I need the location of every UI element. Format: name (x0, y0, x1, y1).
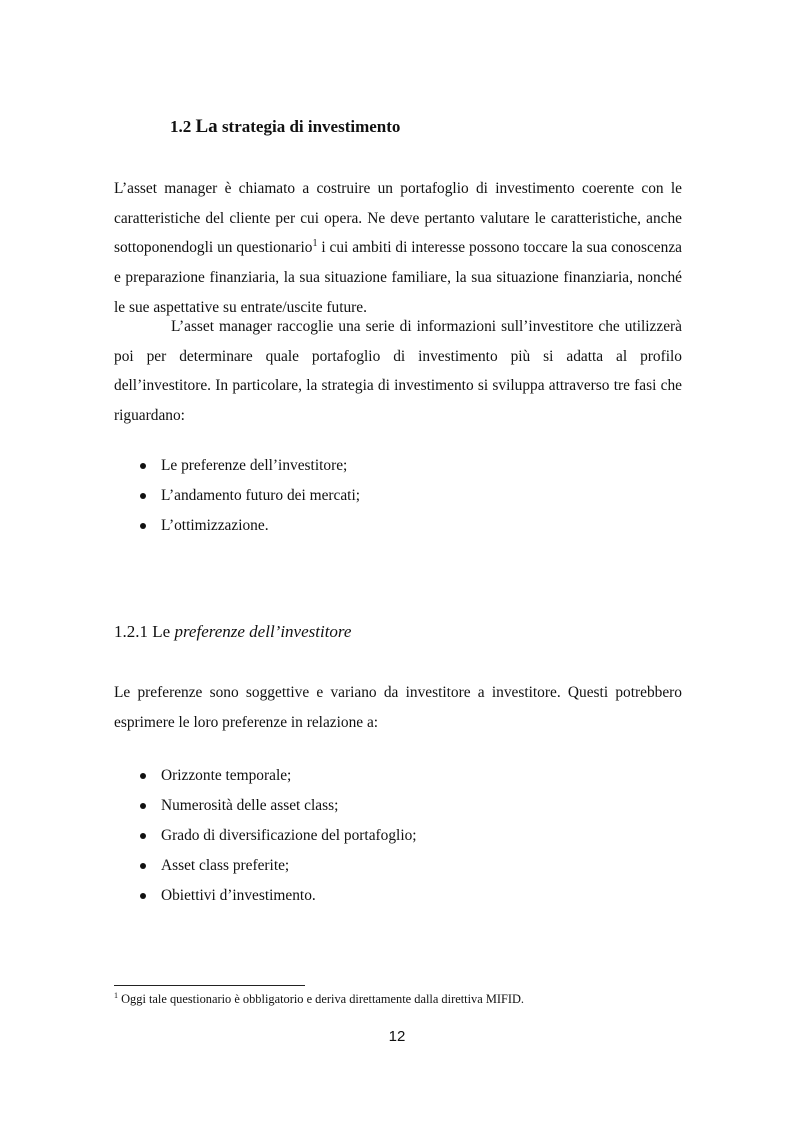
list-item (140, 761, 417, 791)
list-item (140, 511, 360, 541)
subsection-title-lead: Le (152, 622, 171, 641)
list-item (140, 481, 360, 511)
bullet-icon (140, 893, 146, 899)
section-number: 1.2 (170, 117, 192, 136)
list-item (140, 821, 417, 851)
bullet-icon (140, 463, 146, 469)
list-item-text: Asset class preferite; (161, 857, 290, 874)
list-item-text: Numerosità delle asset class; (161, 797, 339, 814)
section-title-lead: La (195, 116, 218, 137)
list-item-text: Le preferenze dell’investitore; (161, 457, 348, 474)
subsection-number: 1.2.1 (114, 622, 148, 641)
list-item-text: L’ottimizzazione. (161, 517, 269, 534)
bullet-icon (140, 833, 146, 839)
subsection-title-italic: preferenze dell’investitore (174, 622, 352, 641)
list-item-text: Grado di diversificazione del portafoglio; (161, 827, 417, 844)
list-item (140, 451, 360, 481)
bullet-icon (140, 863, 146, 869)
paragraph-intro-part2: i cui ambiti di interesse possono toccare la sua conoscenza e preparazione finanziaria, la sua situazione familiare, la sua situazione finanziaria, nonché le sue aspettative su entrate/uscite future. (114, 239, 682, 316)
preferences-list (140, 761, 417, 911)
footnote-marker: 1 (114, 991, 118, 1000)
section-title (170, 116, 400, 138)
list-item-text: L’andamento futuro dei mercati; (161, 487, 361, 504)
bullet-icon (140, 523, 146, 529)
list-item (140, 881, 417, 911)
phases-list (140, 451, 360, 541)
list-item (140, 851, 417, 881)
paragraph-strategy: L’asset manager raccoglie una serie di informazioni sull’investitore che utilizzerà poi per determinare quale portafoglio di investimento più si adatta al profilo dell’investitore. In particolare, la strategia di investimento si sviluppa attraverso tre fasi che riguardano: (114, 318, 682, 425)
list-item (140, 791, 417, 821)
bullet-icon (140, 773, 146, 779)
footnote-reference: 1 (312, 238, 318, 250)
list-item-text: Orizzonte temporale; (161, 767, 292, 784)
footnote-divider (114, 985, 305, 986)
list-item-text: Obiettivi d’investimento. (161, 887, 316, 904)
bullet-icon (140, 803, 146, 809)
subsection-title (114, 622, 351, 642)
bullet-icon (140, 493, 146, 499)
paragraph-intro-part1: L’asset manager è chiamato a costruire un portafoglio di investimento coerente con le caratteristiche del cliente per cui opera. Ne deve pertanto valutare le caratteristiche, anche sottoponendogli un questionario (114, 180, 682, 257)
paragraph-intro (114, 174, 682, 323)
section-title-rest: strategia di investimento (221, 117, 401, 136)
page-number: 12 (388, 1028, 406, 1045)
footnote (114, 992, 524, 1007)
paragraph-preferences: Le preferenze sono soggettive e variano da investitore a investitore. Questi potrebbero esprimere le loro preferenze in relazione a: (114, 684, 682, 731)
footnote-text: Oggi tale questionario è obbligatorio e deriva direttamente dalla direttiva MIFID. (121, 992, 525, 1006)
